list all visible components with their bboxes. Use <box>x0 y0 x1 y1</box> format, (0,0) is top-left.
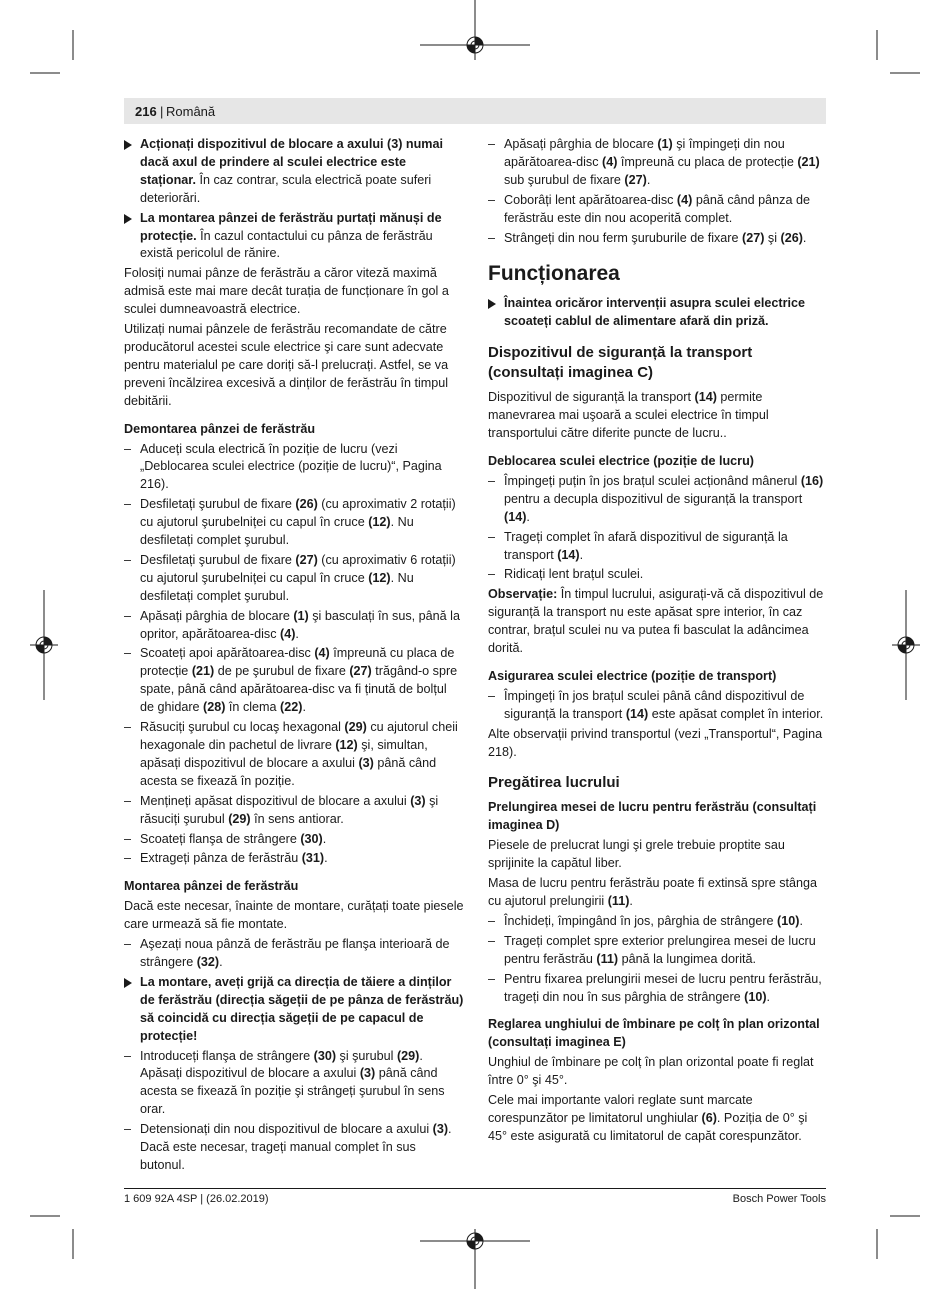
warning-bold-text: Acționați dispozitivul de blocare a axului (3) numai dacă axul de prindere al sculei electrice este staționar. <box>140 137 444 187</box>
paragraph-text: permite manevrarea mai uşoară a sculei electrice în timpul transportului către diferite puncte de lucru.. <box>488 390 769 441</box>
ref-number: (3) <box>359 1066 376 1081</box>
list-item <box>124 936 464 972</box>
subheading-mounting-blade: Montarea pânzei de ferăstrău <box>124 879 299 894</box>
list-item-text: pentru a decupla dispozitivul de siguranță la transport <box>504 491 803 506</box>
list-item <box>124 645 464 717</box>
dash-marker: – <box>488 688 496 703</box>
list-item-text: Desfiletați şurubul de fixare <box>140 497 296 512</box>
paragraph: Piesele de prelucrat lungi şi grele trebuie proptite sau sprijinite la capătul liber. <box>488 838 785 871</box>
paragraph-text: . <box>629 894 633 908</box>
ref-number: (3) <box>432 1122 449 1137</box>
dash-marker: – <box>488 913 496 928</box>
warning-bold-text: La montare, aveți grijă ca direcția de tăiere a dinților de ferăstrău (direcția săgeții de pe pânza de ferăstrău) să coincidă cu direcția săgeții de pe capacul de protecție! <box>140 974 464 1043</box>
list-item-text: . <box>766 989 771 1004</box>
ref-number: (31) <box>301 851 325 866</box>
page-header <box>124 98 826 124</box>
list-item-text: până când acesta se fixează în poziție. <box>140 755 437 788</box>
ref-number: (11) <box>607 894 630 908</box>
ref-number: (21) <box>797 154 820 169</box>
list-item-text: . Nu desfiletați complet şurubul. <box>140 570 414 603</box>
ref-number: (12) <box>368 570 391 585</box>
list-item-text: Apăsați pârghia de blocare <box>140 608 294 623</box>
dash-marker: – <box>488 567 496 582</box>
dash-marker: – <box>124 646 132 661</box>
paragraph <box>488 875 828 911</box>
dash-marker: – <box>488 192 496 207</box>
subheading-removing-blade: Demontarea pânzei de ferăstrău <box>124 421 316 436</box>
list-item-text: şi şurubul <box>336 1048 397 1063</box>
list-item-text: . <box>324 851 328 866</box>
list-item <box>488 529 828 565</box>
warning-cutting-direction <box>124 974 464 1046</box>
list-item-text: Aduceți scula electrică în poziție de lucru (vezi „Deblocarea sculei electrice (poziție de lucru)“, Pagina 216). <box>140 441 442 492</box>
ref-number: (4) <box>314 646 330 661</box>
warning-unplug <box>488 295 828 331</box>
warning-triangle-icon <box>124 978 132 988</box>
paragraph: Alte observații privind transportul (vezi „Transportul“, Pagina 218). <box>488 726 823 759</box>
list-item-text: şi, simultan, apăsați dispozitivul de blocare a axului <box>140 738 428 770</box>
ref-number: (14) <box>557 547 580 562</box>
dash-marker: – <box>124 851 132 866</box>
dash-marker: – <box>488 933 496 948</box>
list-item-text: Aşezați noua pânză de ferăstrău pe flanşa interioară de strângere <box>140 937 450 969</box>
list-item-text: Desfiletați şurubul de fixare <box>140 552 296 567</box>
paragraph: Dacă este necesar, înainte de montare, curățați toate piesele care urmează să fie montate. <box>124 899 464 932</box>
list-item-text: Închideți, împingând în jos, pârghia de strângere <box>504 913 778 928</box>
ref-number: (30) <box>300 831 323 846</box>
list-item-text: şi împingeți din nou apărătoarea-disc <box>504 137 785 169</box>
list-item-text: (cu aproximativ 6 rotații) cu ajutorul şurubelniței cu capul în cruce <box>140 552 456 585</box>
warning-triangle-icon <box>488 299 496 309</box>
paragraph-text: Cele mai importante valori reglate sunt marcate corespunzător pe limitatorul unghiular <box>488 1093 753 1125</box>
ref-number: (4) <box>602 154 618 169</box>
page-number: 216 <box>135 104 157 119</box>
ref-number: (3) <box>358 755 374 770</box>
list-item-text: Pentru fixarea prelungirii mesei de lucru pentru ferăstrău, trageți din nou în sus pârghia de strângere <box>504 971 822 1004</box>
note-paragraph <box>488 586 828 658</box>
list-item-text: Mențineți apăsat dispozitivul de blocare a axului <box>140 793 411 808</box>
list-item-text: . <box>302 700 306 715</box>
list-item-text: . <box>322 831 327 846</box>
list-item-text: . <box>799 913 803 928</box>
ref-number: (30) <box>313 1048 337 1063</box>
subheading-table-extension: Prelungirea mesei de lucru pentru ferăstrău (consultați imaginea D) <box>488 800 817 833</box>
ref-number: (16) <box>800 473 824 488</box>
list-item-text: împreună cu placa de protecție <box>617 154 798 169</box>
dash-marker: – <box>124 720 132 735</box>
list-item-text: . Nu desfiletați complet şurubul. <box>140 515 414 548</box>
dash-marker: – <box>124 497 132 512</box>
list-item-text: până când acesta se fixează în poziție şi strângeți şurubul în sens orar. <box>140 1066 445 1117</box>
list-item <box>488 136 828 190</box>
paragraph-text: Dispozitivul de siguranță la transport <box>488 390 695 405</box>
warning-triangle-icon <box>124 140 132 150</box>
ref-number: (1) <box>657 137 673 151</box>
list-item <box>124 496 464 550</box>
ref-number: (28) <box>203 700 226 715</box>
list-item-text: (cu aproximativ 2 rotații) cu ajutorul şurubelniței cu capul în cruce <box>140 497 456 530</box>
section-heading-operation: Funcționarea <box>488 262 620 286</box>
list-item-text: Extrageți pânza de ferăstrău <box>140 851 302 866</box>
ref-number: (10) <box>744 989 767 1004</box>
list-item-text: până când pânza de ferăstrău este din nou acoperită complet. <box>504 192 810 225</box>
list-item-text: Împingeți în jos brațul sculei până când dispozitivul de siguranță la transport <box>504 688 805 721</box>
ref-number: (21) <box>191 664 215 679</box>
ref-number: (26) <box>295 497 318 512</box>
list-item-text: în clema <box>225 700 281 715</box>
ref-number: (14) <box>694 390 717 405</box>
note-text: În timpul lucrului, asigurați-vă că dispozitivul de siguranță la transport nu este apăsat spre interior, în caz contrar, brațul sculei nu va putea fi basculat la adâncimea dorită. <box>488 587 824 656</box>
warning-bold-text: Înaintea oricăror intervenții asupra sculei electrice scoateți cablul de alimentare afară din priză. <box>504 296 805 329</box>
paragraph <box>488 1092 828 1146</box>
list-item-text: Trageți complet spre exterior prelungirea mesei de lucru pentru ferăstrău <box>504 933 816 966</box>
header-separator: | <box>160 104 164 119</box>
warning-text: În caz contrar, scula electrică poate suferi deteriorări. <box>140 172 432 205</box>
list-item <box>488 566 828 584</box>
ref-number: (27) <box>295 552 318 567</box>
list-item-text: . Apăsați dispozitivul de blocare a axului <box>140 1048 423 1081</box>
list-item-text: Ridicați lent brațul sculei. <box>504 567 644 582</box>
list-item-text: şi basculați în sus, până la opritor, apărătoarea-disc <box>140 608 460 641</box>
list-item-text: cu ajutorul cheii hexagonale din pachetul de livrare <box>140 720 458 752</box>
ref-number: (27) <box>349 664 372 679</box>
subheading-unlocking-tool: Deblocarea sculei electrice (poziție de lucru) <box>488 453 754 468</box>
paragraph <box>488 389 828 443</box>
dash-marker: – <box>124 441 132 456</box>
list-item <box>124 719 464 791</box>
list-item <box>488 473 828 527</box>
list-item-text: Împingeți puțin în jos brațul sculei acționând mânerul <box>504 473 801 488</box>
ref-number: (14) <box>504 509 527 524</box>
warning-spindle-lock <box>124 136 464 208</box>
list-item <box>124 793 464 829</box>
dash-marker: – <box>488 137 496 151</box>
ref-number: (27) <box>742 230 765 245</box>
paragraph: Unghiul de îmbinare pe colț în plan orizontal poate fi reglat între 0° şi 45°. <box>488 1055 814 1088</box>
ref-number: (1) <box>293 608 309 623</box>
ref-number: (10) <box>777 913 800 928</box>
list-item-text: este apăsat complet în interior. <box>648 706 824 721</box>
list-item-text: . <box>526 509 530 524</box>
right-column <box>488 136 828 1148</box>
list-item <box>488 971 828 1007</box>
list-item <box>124 552 464 606</box>
ref-number: (6) <box>701 1110 717 1125</box>
list-item <box>488 192 828 228</box>
list-item-text: . <box>646 172 651 187</box>
list-item <box>488 913 828 931</box>
paragraph: Folosiți numai pânze de ferăstrău a căror viteză maximă admisă este mai mare decât turația de funcționare în gol a sculei dumneavoastră electrice. <box>124 266 449 317</box>
footer-doc-number: 1 609 92A 4SP | (26.02.2019) <box>124 1193 269 1205</box>
list-item-text: Apăsați pârghia de blocare <box>504 137 658 151</box>
note-label: Observație: <box>488 587 558 602</box>
list-item-text: Răsuciți şurubul cu locaş hexagonal <box>140 720 345 735</box>
list-item <box>488 688 828 724</box>
warning-bold-text: La montarea pânzei de ferăstrău purtați mănuși de protecție. <box>140 210 442 243</box>
ref-number: (4) <box>280 626 296 641</box>
list-item <box>124 1048 464 1120</box>
dash-marker: – <box>124 1048 132 1063</box>
dash-marker: – <box>488 971 496 986</box>
footer-brand: Bosch Power Tools <box>732 1193 826 1205</box>
list-item-text: Scoateți flanşa de strângere <box>140 831 301 846</box>
list-item <box>124 441 464 495</box>
dash-marker: – <box>488 230 496 245</box>
list-item-text: Coborâți lent apărătoarea-disc <box>504 192 677 207</box>
list-item-text: Scoateți apoi apărătoarea-disc <box>140 646 315 661</box>
paragraph-text: Masa de lucru pentru ferăstrău poate fi extinsă spre stânga cu ajutorul prelungirii <box>488 876 818 908</box>
ref-number: (32) <box>196 954 220 969</box>
list-item <box>488 933 828 969</box>
list-item-text: Introduceți flanşa de strângere <box>140 1048 314 1063</box>
ref-number: (29) <box>344 720 367 735</box>
list-item-text: în sens antiorar. <box>250 811 344 826</box>
list-item-text: Strângeți din nou ferm şuruburile de fixare <box>504 230 743 245</box>
list-item <box>488 230 828 248</box>
warning-triangle-icon <box>124 214 132 224</box>
list-item-text: trăgând-o spre spate, până când apărătoarea-disc va fi ținută de bolțul de ghidare <box>140 664 458 715</box>
warning-gloves <box>124 210 464 264</box>
ref-number: (3) <box>410 793 426 808</box>
list-item <box>124 831 464 849</box>
dash-marker: – <box>124 608 132 623</box>
list-item-text: . Dacă este necesar, trageți manual complet în sus butonul. <box>140 1122 452 1172</box>
list-item <box>124 850 464 868</box>
ref-number: (12) <box>368 515 391 530</box>
page-footer <box>124 1188 826 1205</box>
ref-number: (4) <box>676 192 693 207</box>
ref-number: (22) <box>280 700 303 715</box>
dash-marker: – <box>124 1122 132 1137</box>
subheading-securing-tool: Asigurarea sculei electrice (poziție de transport) <box>488 668 777 683</box>
paragraph: Utilizați numai pânzele de ferăstrău recomandate de către producătorul acestei scule electrice şi care sunt adecvate pentru materialul pe care doriți să-l prelucrați. Astfel, se va preveni încălzirea excesivă a dinților de ferăstrău în timpul debitării. <box>124 322 449 408</box>
list-item-text: şi <box>764 230 781 245</box>
list-item <box>124 1121 464 1175</box>
list-item-text: Trageți complet în afară dispozitivul de siguranță la transport <box>504 529 788 562</box>
list-item-text: împreună cu placa de protecție <box>140 646 455 679</box>
heading-preparation: Pregătirea lucrului <box>488 774 620 792</box>
ref-number: (26) <box>780 230 803 245</box>
ref-number: (29) <box>396 1048 420 1063</box>
list-item-text: . <box>579 547 584 562</box>
list-item-text: de pe şurubul de fixare <box>214 664 350 679</box>
list-item-text: . <box>802 230 807 245</box>
list-item-text: Detensionați din nou dispozitivul de blocare a axului <box>140 1122 433 1137</box>
list-item-text: şi răsuciți şurubul <box>140 793 439 826</box>
ref-number: (12) <box>335 738 358 752</box>
ref-number: (29) <box>228 811 251 826</box>
list-item-text: sub şurubul de fixare <box>504 172 625 187</box>
left-column <box>124 136 464 1177</box>
dash-marker: – <box>124 793 132 808</box>
list-item <box>124 608 464 644</box>
heading-transport-safety: Dispozitivul de siguranță la transport (consultați imaginea C) <box>488 344 753 382</box>
dash-marker: – <box>488 529 496 544</box>
dash-marker: – <box>124 552 132 567</box>
header-language: Română <box>166 104 216 119</box>
dash-marker: – <box>488 473 496 488</box>
dash-marker: – <box>124 831 132 846</box>
warning-text: În cazul contactului cu pânza de ferăstrău există pericolul de rănire. <box>140 228 433 261</box>
ref-number: (14) <box>625 706 649 721</box>
list-item-text: . <box>219 954 223 969</box>
subheading-miter-angle: Reglarea unghiului de îmbinare pe colț în plan orizontal (consultați imaginea E) <box>488 1017 820 1050</box>
list-item-text: . <box>295 626 299 641</box>
paragraph-text: . Poziția de 0° şi 45° este asigurată cu limitatorul de capăt corespunzător. <box>488 1110 808 1143</box>
ref-number: (27) <box>624 172 647 187</box>
ref-number: (11) <box>596 951 619 966</box>
list-item-text: până la lungimea dorită. <box>618 951 757 966</box>
dash-marker: – <box>124 937 132 952</box>
